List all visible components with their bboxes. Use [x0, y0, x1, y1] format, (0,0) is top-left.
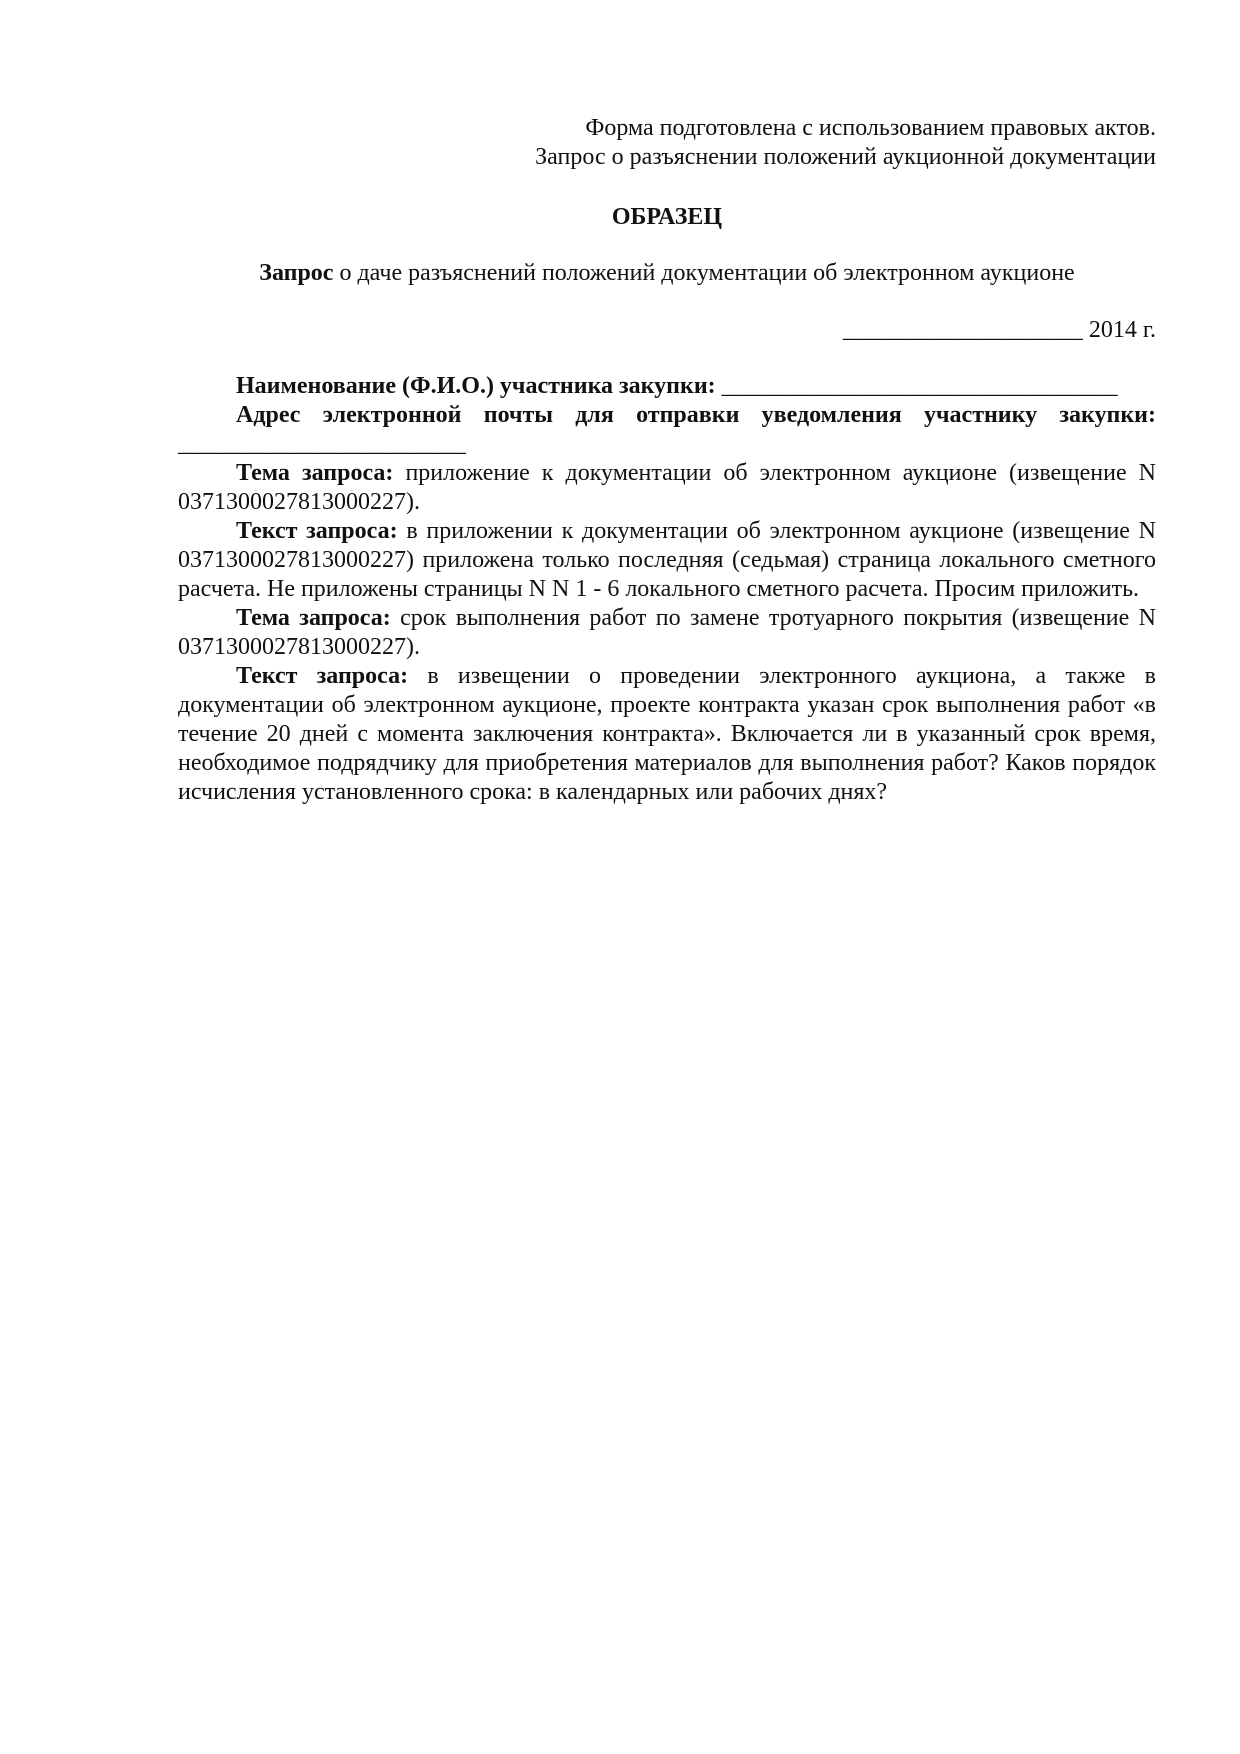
date-blank: ____________________ — [842, 317, 1083, 343]
document-title-bold: Запрос — [259, 260, 334, 286]
request-topic-2-text: срок выполнения работ по замене тротуарного покрытия (извещение N 0371300027813000227). — [178, 605, 1156, 660]
participant-email-blank: ________________________ — [178, 431, 466, 457]
sample-title: ОБРАЗЕЦ — [611, 204, 723, 230]
participant-email-label: Адрес электронной почты для отправки уведомления участнику закупки: — [236, 402, 1156, 428]
request-text-2-text: в извещении о проведении электронного аукциона, а также в документации об электронном аукционе, проекте контракта указан срок выполнения работ «в течение 20 дней с момента заключения контракта». Включается ли в указанный срок время, необходимое подрядчику для приобретения материалов для выполнения работ? Каков порядок исчисления установленного срока: в календарных или рабочих днях? — [178, 663, 1157, 805]
request-text-2-lead: Текст запроса: — [236, 663, 409, 689]
participant-name-line — [178, 372, 1156, 401]
date-line — [178, 316, 1156, 345]
request-topic-2 — [178, 604, 1156, 662]
participant-name-label: Наименование (Ф.И.О.) участника закупки: — [236, 373, 716, 399]
header-note — [178, 114, 1156, 172]
request-topic-1-lead: Тема запроса: — [236, 460, 394, 486]
document-title-rest: о даче разъяснений положений документации об электронном аукционе — [333, 260, 1075, 286]
document-page — [178, 114, 1156, 807]
request-topic-1 — [178, 459, 1156, 517]
request-text-1 — [178, 517, 1156, 604]
document-title — [178, 259, 1156, 288]
participant-fields — [178, 372, 1156, 459]
participant-name-blank: _________________________________ — [715, 373, 1118, 399]
request-topic-2-lead: Тема запроса: — [236, 605, 391, 631]
header-line-1: Форма подготовлена с использованием правовых актов. — [585, 115, 1156, 141]
header-line-2: Запрос о разъяснении положений аукционной документации — [535, 144, 1156, 170]
request-text-1-lead: Текст запроса: — [236, 518, 398, 544]
date-year: 2014 г. — [1082, 317, 1156, 343]
request-topic-1-text: приложение к документации об электронном аукционе (извещение N 0371300027813000227). — [178, 460, 1156, 515]
request-text-1-text: в приложении к документации об электронном аукционе (извещение N 0371300027813000227) приложена только последняя (седьмая) страница локального сметного расчета. Не приложены страницы N N 1 - 6 локального сметного расчета. Просим приложить. — [178, 518, 1156, 602]
request-text-2 — [178, 662, 1156, 807]
